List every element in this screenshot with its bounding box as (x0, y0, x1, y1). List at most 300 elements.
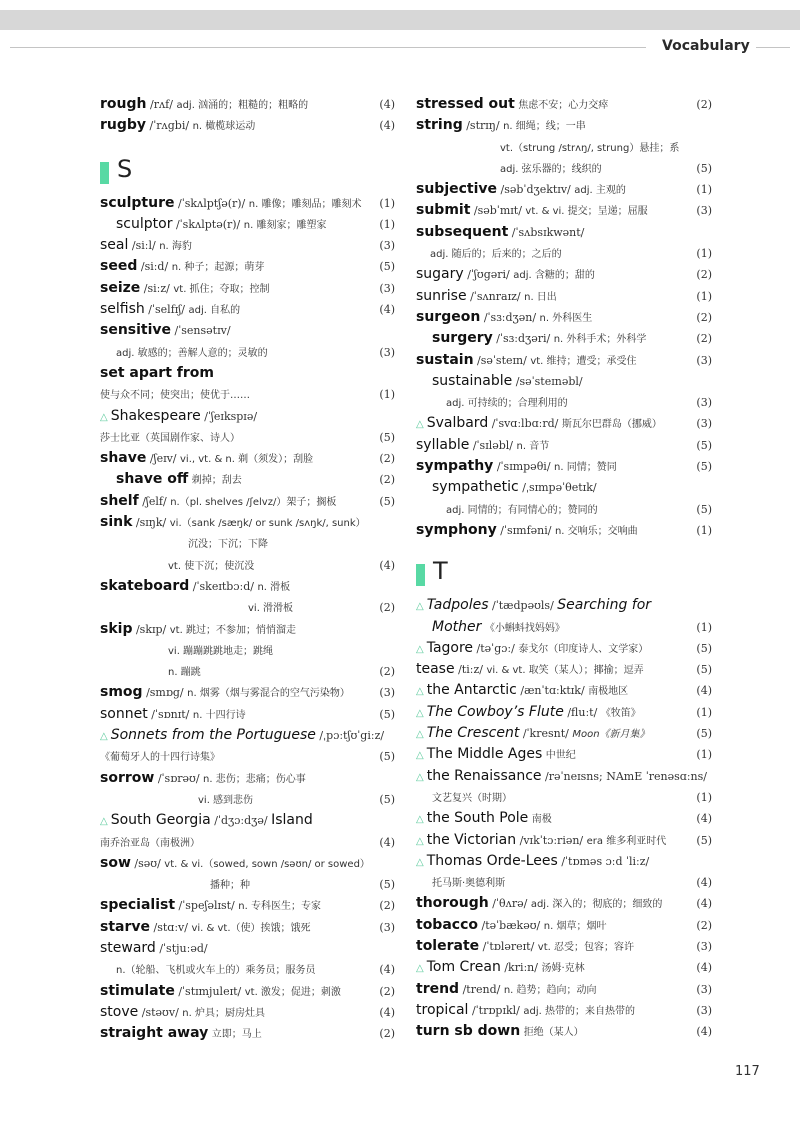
entry-the-middle-ages (416, 744, 712, 765)
entry-shelf (100, 491, 395, 512)
headword: smog (100, 684, 143, 701)
headword: sympathy (416, 458, 494, 475)
section-header-s (100, 151, 395, 193)
entry-seed (100, 256, 395, 277)
headword: Sonnets from the Portuguese (110, 727, 316, 744)
phonetic: /ˈsɒnɪt/ (151, 707, 190, 721)
headword: rugby (100, 117, 147, 134)
entry-sunrise (416, 286, 712, 307)
phonetic: /ˈstjuːəd/ (159, 941, 208, 955)
unit-number: (5) (696, 161, 712, 175)
definition: 斯瓦尔巴群岛（挪威） (561, 419, 662, 431)
entry-continuation (416, 137, 712, 158)
headword: sugary (416, 266, 464, 283)
phonetic: /ˈʃʊgəri/ (467, 268, 510, 282)
headword: stove (100, 1003, 139, 1020)
headword: seize (100, 279, 141, 296)
headword: skateboard (100, 577, 190, 594)
definition: era 维多利亚时代 (586, 835, 667, 847)
definition: n. 雕像；雕刻品；雕刻术 (248, 198, 362, 210)
entry-seal (100, 235, 395, 256)
definition: n.（轮船、飞机或火车上的）乘务员；服务员 (116, 965, 316, 977)
headword: shave (100, 450, 147, 467)
entry-specialist (100, 895, 395, 916)
phonetic: /vɪkˈtɔːriən/ (519, 833, 584, 847)
phonetic: /ˌpɔːtʃʊˈgiːz/ (319, 729, 385, 743)
headword: Thomas Orde-Lees (426, 852, 558, 869)
phonetic: /ˈsʌbsɪkwənt/ (511, 225, 585, 239)
unit-number: (5) (379, 260, 395, 274)
headword: the Renaissance (426, 767, 542, 784)
unit-number: (3) (696, 939, 712, 953)
unit-number: (1) (696, 289, 712, 303)
unit-number: (5) (379, 430, 395, 444)
triangle-outline-icon: △ (416, 729, 424, 741)
entry-sugary (416, 264, 712, 285)
entry-seize (100, 278, 395, 299)
entry-starve (100, 917, 395, 938)
phonetic: /ˈsɒrəʊ/ (157, 771, 200, 785)
headword: Tom Crean (426, 959, 501, 976)
entry-thomas-orde-lees (416, 851, 712, 872)
triangle-outline-icon: △ (416, 643, 424, 655)
definition: 《葡萄牙人的十四行诗集》 (100, 752, 220, 764)
phonetic: /ˈskʌlptʃə(r)/ (177, 196, 246, 210)
phonetic: /ˈspeʃəlɪst/ (178, 899, 235, 913)
definition: vt. 激发；促进；刺激 (244, 986, 341, 998)
unit-number: (5) (696, 460, 712, 474)
phonetic: /strɪŋ/ (466, 119, 500, 133)
headword: thorough (416, 895, 489, 912)
entry-the-south-pole (416, 808, 712, 829)
unit-number: (5) (696, 727, 712, 741)
headword: shave off (116, 471, 189, 488)
definition: 汤姆·克林 (541, 963, 585, 975)
entry-continuation (100, 384, 395, 405)
definition: n. 外科手术；外科学 (553, 334, 647, 346)
entry-stove (100, 1002, 395, 1023)
unit-number: (1) (696, 705, 712, 719)
unit-number: (1) (696, 790, 712, 804)
definition: adj. 深入的；彻底的；细致的 (530, 899, 663, 911)
phonetic: /fluːt/ (567, 705, 598, 719)
phonetic: /ˈskeɪtbɔːd/ (192, 579, 254, 593)
headword: sow (100, 854, 131, 871)
definition: 《牧笛》 (600, 707, 641, 719)
header-rule (10, 47, 646, 48)
phonetic: /ˈsʌnraɪz/ (470, 289, 521, 303)
unit-number: (5) (696, 438, 712, 452)
unit-number: (3) (379, 686, 395, 700)
phonetic: /ˈsɪmfəni/ (500, 523, 552, 537)
unit-number: (2) (379, 473, 395, 487)
entry-continuation (100, 832, 395, 853)
headword: sunrise (416, 287, 467, 304)
phonetic: /ˈsvɑːlbɑːrd/ (491, 417, 559, 431)
section-letter: S (117, 154, 133, 183)
entry-continuation (100, 342, 395, 363)
phonetic: /ˈstɪmjuleɪt/ (178, 984, 242, 998)
entry-sympathy (416, 456, 712, 477)
unit-number: (4) (379, 558, 395, 572)
unit-number: (2) (696, 918, 712, 932)
headword: specialist (100, 897, 176, 914)
headword: the Antarctic (426, 682, 517, 699)
triangle-outline-icon: △ (100, 816, 108, 828)
entry-sustainable (416, 371, 712, 392)
entry-sustain (416, 350, 712, 371)
unit-number: (1) (379, 196, 395, 210)
definition: adj. 含糖的；甜的 (513, 270, 595, 282)
definition: 泰戈尔（印度诗人、文学家） (518, 643, 649, 655)
unit-number: (5) (696, 833, 712, 847)
unit-number: (2) (379, 452, 395, 466)
phonetic: /səˈsteɪn/ (477, 353, 527, 367)
unit-number: (3) (379, 281, 395, 295)
entry-continuation (100, 874, 395, 895)
page-number: 117 (735, 1064, 760, 1079)
entry-continuation (416, 499, 712, 520)
phonetic: /ˈsensətɪv/ (174, 324, 231, 338)
headword-suffix: Searching for (557, 597, 652, 614)
entry-stimulate (100, 981, 395, 1002)
entry-continuation (416, 243, 712, 264)
phonetic: /ˈselfɪʃ/ (148, 303, 185, 317)
triangle-outline-icon: △ (416, 686, 424, 698)
headword: tropical (416, 1001, 469, 1018)
entry-tolerate (416, 936, 712, 957)
unit-number: (2) (696, 332, 712, 346)
headword: Tagore (426, 639, 474, 656)
unit-number: (1) (696, 748, 712, 762)
headword: rough (100, 96, 147, 112)
unit-number: (2) (379, 899, 395, 913)
headword: sustain (416, 351, 474, 368)
definition: 立即；马上 (211, 1029, 262, 1041)
definition: adj. 主观的 (574, 185, 626, 197)
headword: the Victorian (426, 831, 517, 848)
entry-shakespeare (100, 406, 395, 427)
entry-rugby (100, 115, 395, 136)
unit-number: (1) (696, 523, 712, 537)
definition: vi. & vt. 取笑（某人）；揶揄；逗弄 (486, 665, 644, 677)
section-header-t (416, 553, 712, 595)
entry-tom-crean (416, 957, 712, 978)
unit-number: (4) (379, 1005, 395, 1019)
entry-tagore (416, 638, 712, 659)
entry-the-renaissance (416, 766, 712, 787)
entry-turn-sb-down (416, 1021, 712, 1042)
definition: 使与众不同；使突出；使优于…… (100, 390, 250, 402)
entry-shave (100, 448, 395, 469)
unit-number: (2) (696, 268, 712, 282)
definition: n. 专科医生；专家 (238, 901, 321, 913)
entry-straight-away (100, 1023, 395, 1044)
phonetic: /ˈrʌgbi/ (149, 119, 190, 133)
definition: 《小蝌蚪找妈妈》 (484, 622, 565, 634)
definition: n. 同情；赞同 (554, 462, 617, 474)
unit-number: (1) (696, 247, 712, 261)
phonetic: /trend/ (462, 982, 501, 996)
top-band (0, 10, 800, 30)
definition: 拒绝（某人） (523, 1027, 584, 1039)
definition: vt.（strung /strʌŋ/, strung）悬挂；系 (500, 142, 680, 154)
headword-suffix: Island (271, 812, 313, 829)
headword: surgery (432, 330, 493, 347)
phonetic: /səbˈmɪt/ (473, 204, 522, 218)
entry-symphony (416, 520, 712, 541)
definition: vt. & vi. 提交；呈递；屈服 (525, 206, 648, 218)
definition: adj. 随后的；后来的；之后的 (430, 249, 562, 261)
headword: The Middle Ages (426, 746, 543, 763)
phonetic: /təˈbækəʊ/ (481, 918, 541, 932)
section-letter: T (433, 557, 448, 586)
headword: Shakespeare (110, 407, 201, 424)
phonetic: /ænˈtɑːktɪk/ (520, 684, 585, 698)
entry-the-cowboys-flute (416, 702, 712, 723)
phonetic: /rəˈneɪsns; NAmE ˈrenəsɑːns/ (545, 769, 707, 783)
definition: n. 悲伤；悲痛；伤心事 (203, 773, 306, 785)
definition: n. 烟草；烟叶 (543, 920, 607, 932)
entry-tease (416, 659, 712, 680)
triangle-outline-icon: △ (416, 771, 424, 783)
phonetic: /səbˈdʒektɪv/ (500, 183, 571, 197)
phonetic: /ˈtædpəʊls/ (492, 599, 554, 613)
entry-continuation (100, 555, 395, 576)
headword: sympathetic (432, 479, 519, 496)
definition: adj. 弦乐器的；线织的 (500, 163, 602, 175)
entry-surgeon (416, 307, 712, 328)
definition: 沉没；下沉；下降 (188, 539, 268, 551)
headword: symphony (416, 521, 497, 538)
unit-number: (4) (696, 684, 712, 698)
entry-continuation (416, 872, 712, 893)
triangle-outline-icon: △ (100, 411, 108, 423)
unit-number: (1) (379, 388, 395, 402)
phonetic: /ˈsɪmpəθi/ (496, 460, 551, 474)
unit-number: (3) (696, 204, 712, 218)
headword: the South Pole (426, 810, 529, 827)
definition: Moon《新月集》 (572, 729, 650, 741)
unit-number: (4) (379, 963, 395, 977)
entry-subsequent (416, 222, 712, 243)
unit-number: (3) (696, 417, 712, 431)
triangle-outline-icon: △ (416, 601, 424, 613)
definition: vt. 维持；遭受；承受住 (530, 355, 637, 367)
headword: syllable (416, 436, 470, 453)
phonetic: /ˈtɒməs ɔːd ˈliːz/ (561, 854, 650, 868)
unit-number: (4) (379, 835, 395, 849)
entry-string (416, 115, 712, 136)
entry-set-apart-from (100, 363, 395, 384)
entry-continuation (416, 158, 712, 179)
unit-number: (3) (696, 396, 712, 410)
entry-sonnets-from-the-portuguese (100, 725, 395, 746)
definition: 焦虑不安；心力交瘁 (518, 100, 609, 111)
entry-continuation (100, 789, 395, 810)
definition: n. 外科医生 (539, 312, 593, 324)
phonetic: /təˈgɔː/ (476, 641, 515, 655)
definition: adj. 敏感的；善解人意的；灵敏的 (116, 347, 268, 359)
headword: starve (100, 918, 150, 935)
definition: n. 音节 (516, 440, 550, 452)
definition: vi. 感到悲伤 (198, 794, 254, 806)
headword: set apart from (100, 364, 214, 381)
headword: sink (100, 514, 133, 531)
entry-shave-off (100, 469, 395, 490)
triangle-outline-icon: △ (416, 419, 424, 431)
phonetic: /səˈsteɪnəbl/ (515, 374, 583, 388)
definition: n. 海豹 (159, 241, 192, 253)
headword: The Cowboy’s Flute (426, 703, 564, 720)
unit-number: (2) (379, 984, 395, 998)
phonetic: /smɒg/ (146, 686, 184, 700)
entry-svalbard (416, 413, 712, 434)
phonetic: /ˈskʌlptə(r)/ (175, 217, 241, 231)
headword: sensitive (100, 322, 172, 339)
section-marker (100, 162, 109, 184)
definition: vt. 跳过；不参加；悄悄溜走 (169, 624, 296, 636)
entry-skip (100, 619, 395, 640)
entry-tropical (416, 1000, 712, 1021)
phonetic: /ˈʃeɪkspɪə/ (204, 409, 258, 423)
definition: adj. 自私的 (188, 305, 241, 317)
headword: seed (100, 258, 138, 275)
entry-the-crescent-moon (416, 723, 712, 744)
unit-number: (2) (696, 98, 712, 111)
entry-rough (100, 94, 395, 115)
phonetic: /stɑːv/ (153, 920, 188, 934)
definition: vi. & vt.（使）挨饿；饿死 (191, 922, 311, 934)
entry-syllable (416, 435, 712, 456)
triangle-outline-icon: △ (416, 835, 424, 847)
triangle-outline-icon: △ (100, 731, 108, 743)
entry-continuation (100, 959, 395, 980)
unit-number: (2) (379, 665, 395, 679)
unit-number: (1) (379, 217, 395, 231)
unit-number: (5) (379, 878, 395, 892)
unit-number: (1) (696, 183, 712, 197)
definition: n. 种子；起源；萌芽 (171, 262, 265, 274)
entry-smog (100, 682, 395, 703)
headword: trend (416, 980, 460, 997)
definition: n. 十四行诗 (192, 709, 246, 721)
unit-number: (4) (696, 1025, 712, 1039)
entry-continuation (100, 640, 395, 661)
triangle-outline-icon: △ (416, 856, 424, 868)
headword: skip (100, 620, 133, 637)
entry-tadpoles (416, 595, 712, 616)
entry-continuation (416, 787, 712, 808)
entry-continuation (100, 597, 395, 618)
definition: n. 烟雾（烟与雾混合的空气污染物） (187, 688, 350, 700)
definition: adj. 汹涌的；粗糙的；粗略的 (176, 100, 309, 111)
headword: The Crescent (426, 725, 520, 742)
phonetic: /ˈsɪləbl/ (472, 438, 514, 452)
phonetic: /ʃelf/ (142, 494, 167, 508)
headword: tolerate (416, 937, 480, 954)
phonetic: /ʃeɪv/ (149, 452, 177, 466)
unit-number: (4) (696, 812, 712, 826)
entry-sink (100, 512, 395, 533)
phonetic: /siːz/ (143, 281, 170, 295)
entry-stressed-out (416, 94, 712, 115)
entry-continuation (416, 617, 712, 638)
definition: adj. 同情的；有同情心的；赞同的 (446, 504, 598, 516)
phonetic: /ˈθʌrə/ (492, 897, 528, 911)
definition: adj. 可持续的；合理利用的 (446, 398, 568, 410)
headword: stressed out (416, 96, 515, 112)
headword: shelf (100, 492, 139, 509)
entry-thorough (416, 893, 712, 914)
unit-number: (5) (379, 792, 395, 806)
definition: 托马斯·奥德利斯 (432, 878, 506, 890)
headword: turn sb down (416, 1023, 521, 1040)
headword: sorrow (100, 769, 155, 786)
headword: straight away (100, 1025, 209, 1042)
headword: sculpture (100, 194, 175, 211)
headword: selfish (100, 301, 145, 318)
definition: n. 蹦跳 (168, 667, 201, 679)
definition: 南极 (531, 814, 552, 826)
entry-continuation (100, 746, 395, 767)
entry-continuation (100, 427, 395, 448)
headword: subjective (416, 181, 498, 198)
phonetic: /rʌf/ (149, 98, 173, 111)
entry-subjective (416, 179, 712, 200)
entry-sonnet (100, 704, 395, 725)
definition: n. 交响乐；交响曲 (554, 525, 638, 537)
entry-sculpture (100, 193, 395, 214)
entry-tobacco (416, 915, 712, 936)
headword: tease (416, 661, 455, 678)
definition: n. 橄榄球运动 (192, 121, 256, 133)
entry-sculptor (100, 214, 395, 235)
unit-number: (5) (696, 502, 712, 516)
entry-surgery (416, 328, 712, 349)
definition: vi., vt. & n. 剃（须发）；刮脸 (180, 454, 314, 466)
section-marker (416, 564, 425, 586)
phonetic: /kriːn/ (504, 961, 538, 975)
definition: n. 趋势；趋向；动向 (503, 984, 597, 996)
definition: vi. 滑滑板 (248, 603, 294, 615)
phonetic: /ˌsɪmpəˈθetɪk/ (522, 481, 597, 495)
definition: vt. 忍受；包容；容许 (537, 941, 634, 953)
definition: vt. 使下沉；使沉没 (168, 560, 255, 572)
triangle-outline-icon: △ (416, 963, 424, 975)
unit-number: (4) (379, 119, 395, 133)
entry-the-victorian-era (416, 830, 712, 851)
phonetic: /səʊ/ (134, 856, 161, 870)
headword: South Georgia (110, 812, 211, 829)
unit-number: (3) (379, 920, 395, 934)
unit-number: (2) (379, 601, 395, 615)
definition: n. 日出 (524, 291, 557, 303)
definition: n. 细绳；线；一串 (503, 121, 586, 133)
entry-trend (416, 979, 712, 1000)
unit-number: (5) (696, 663, 712, 677)
triangle-outline-icon: △ (416, 814, 424, 826)
triangle-outline-icon: △ (416, 707, 424, 719)
unit-number: (4) (379, 303, 395, 317)
entry-steward (100, 938, 395, 959)
definition: vt. & vi.（sowed, sown /səʊn/ or sowed） (164, 858, 370, 870)
unit-number: (4) (379, 98, 395, 111)
entry-continuation (100, 661, 395, 682)
unit-number: (3) (696, 982, 712, 996)
headword: Svalbard (426, 415, 489, 432)
headword: steward (100, 939, 156, 956)
